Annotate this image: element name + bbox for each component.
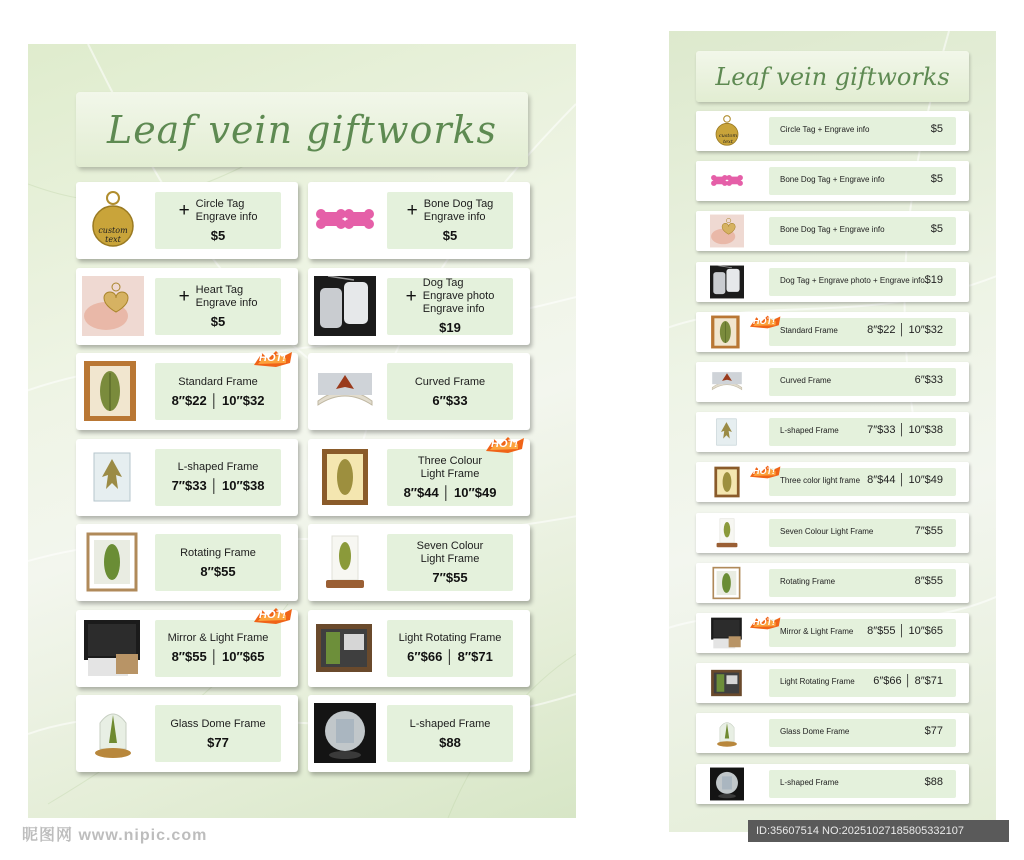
price-row[interactable] [696, 613, 969, 653]
product-price: $5 [442, 228, 458, 243]
product-price: 7″$33 │ 10″$38 [171, 478, 265, 493]
info-box [769, 167, 956, 195]
seven-light-image [710, 516, 744, 550]
product-price: 8″$55 │ 10″$65 [171, 649, 265, 664]
hot-badge [748, 464, 784, 480]
product-name: Engrave photo [422, 290, 495, 302]
info-box [387, 192, 513, 249]
rotating-frame-image [710, 566, 744, 600]
dog-tag-image [710, 265, 744, 299]
circle-tag-image [82, 190, 144, 250]
product-name: L-shaped Frame [409, 717, 491, 730]
price-row[interactable] [696, 663, 969, 703]
hot-badge-label: HOT! [753, 466, 775, 477]
curved-frame-image [314, 361, 376, 421]
product-name: L-shaped Frame [177, 461, 259, 473]
product-price: 6″$33 [914, 374, 943, 386]
price-row[interactable] [696, 764, 969, 804]
hot-badge-label: HOT! [753, 315, 775, 326]
product-name: Light Rotating Frame [398, 632, 502, 644]
info-box [769, 318, 956, 346]
product-price: $88 [924, 775, 943, 788]
product-name: Circle Tag [195, 198, 245, 210]
mirror-frame-image [82, 618, 144, 678]
product-price: $77 [207, 734, 229, 750]
product-name: Three color light frame [780, 476, 861, 486]
product-name: Circle Tag + Engrave info [780, 125, 870, 134]
product-name: Bone Dog Tag + Engrave info [780, 175, 885, 185]
product-card-l-shaped-frame[interactable] [76, 439, 298, 516]
product-name: Light Rotating Frame [780, 677, 855, 687]
product-card-standard-frame[interactable] [76, 353, 298, 430]
info-box [387, 534, 513, 591]
mirror-frame-image [710, 616, 744, 650]
product-name: Glass Dome Frame [780, 727, 850, 737]
hot-badge [252, 349, 296, 369]
price-row[interactable] [696, 362, 969, 402]
product-name: Rotating Frame [780, 576, 836, 586]
product-name: L-shaped Frame [780, 426, 839, 436]
info-box [769, 669, 956, 697]
price-row[interactable] [696, 713, 969, 753]
thumb-label: custom text [98, 226, 128, 244]
wood-frame-image [710, 315, 744, 349]
product-card-dog-tag[interactable] [308, 268, 530, 345]
price-row[interactable] [696, 161, 969, 201]
light-frame-image [710, 465, 744, 499]
price-row[interactable] [696, 211, 969, 251]
product-name: Three Colour [417, 454, 483, 467]
plus-icon: + [405, 285, 417, 307]
info-box [387, 620, 513, 677]
strip-title: Leaf vein giftworks [715, 62, 950, 91]
wood-frame-image [82, 361, 144, 421]
seven-light-image [314, 532, 376, 592]
product-card-seven-colour-light-frame[interactable] [308, 524, 530, 601]
light-rotating-image [710, 666, 744, 700]
product-card-light-rotating-frame[interactable] [308, 610, 530, 687]
product-name: Standard Frame [178, 375, 258, 388]
product-price: $19 [439, 320, 461, 335]
product-price: 8″$22 │ 10″$32 [171, 392, 265, 408]
product-price: 8″$55 [200, 563, 236, 579]
id-watermark: ID:35607514 NO:20251027185805332107 [748, 820, 1009, 842]
product-name: L-shaped Frame [780, 777, 839, 787]
title-banner [76, 92, 528, 167]
product-card-glass-dome-frame[interactable] [76, 695, 298, 772]
info-box [387, 363, 513, 420]
info-box [155, 278, 281, 335]
price-row[interactable] [696, 412, 969, 452]
info-box [387, 278, 513, 335]
page-title: Leaf vein giftworks [106, 107, 498, 152]
product-price: 7″$33 │ 10″$38 [867, 424, 943, 437]
product-name: Mirror & Light Frame [167, 632, 269, 644]
product-price: 8″$55 [914, 574, 943, 587]
product-name: Mirror & Light Frame [780, 627, 854, 636]
product-card-rotating-frame[interactable] [76, 524, 298, 601]
product-card-heart-tag[interactable] [76, 268, 298, 345]
info-box [769, 619, 956, 647]
product-name: Engrave info [422, 303, 485, 315]
rotating-frame-image [82, 532, 144, 592]
product-name: Engrave info [195, 211, 258, 223]
info-box [155, 192, 281, 249]
product-name: Engrave info [423, 211, 486, 223]
circle-tag-image [710, 114, 744, 148]
info-box [155, 705, 281, 762]
bone-tag-image [314, 190, 376, 250]
plus-icon: + [178, 285, 190, 307]
product-price: 6″$33 [432, 392, 468, 408]
info-box [155, 534, 281, 591]
product-name: Engrave info [195, 296, 258, 309]
product-price: 8″$55 │ 10″$65 [867, 625, 943, 637]
info-box [769, 519, 956, 547]
info-box [155, 620, 281, 677]
hot-badge [484, 435, 528, 455]
product-name: Heart Tag [195, 283, 244, 296]
info-box [769, 117, 956, 145]
info-box [387, 449, 513, 506]
info-box [769, 268, 956, 296]
product-card-mirror-light-frame[interactable] [76, 610, 298, 687]
curved-frame-image [710, 365, 744, 399]
product-name: Rotating Frame [180, 546, 256, 559]
info-box [769, 418, 956, 446]
product-name: Dog Tag + Engrave photo + Engrave info [780, 275, 925, 285]
product-card-l-shaped-frame-88[interactable] [308, 695, 530, 772]
hot-badge [748, 314, 784, 330]
glass-dome-image [82, 703, 144, 763]
hot-badge-label: HOT! [491, 437, 518, 450]
hot-badge [252, 606, 296, 626]
product-name: Standard Frame [780, 325, 838, 335]
product-price: $77 [924, 725, 943, 738]
product-price: 8″$44 │ 10″$49 [403, 484, 497, 500]
info-box [387, 705, 513, 762]
hot-badge-label: HOT! [753, 617, 775, 627]
price-row[interactable] [696, 312, 969, 352]
plus-icon: + [178, 200, 190, 221]
product-name: Seven Colour [416, 540, 484, 552]
info-box [769, 569, 956, 597]
product-name: Seven Colour Light Frame [780, 526, 874, 536]
site-watermark: 昵图网 www.nipic.com [22, 827, 208, 844]
hot-badge-label: HOT! [259, 608, 286, 621]
thumb-label: custom text [718, 133, 738, 145]
product-price: $5 [930, 123, 943, 135]
plus-icon: + [406, 200, 418, 221]
crystal-l-image [314, 703, 376, 763]
heart-tag-image [82, 276, 144, 336]
bone-tag-image [710, 164, 744, 198]
info-box [155, 449, 281, 506]
hot-badge [748, 615, 784, 631]
product-name: Curved Frame [780, 376, 832, 385]
light-frame-image [314, 447, 376, 507]
product-name: Bone Dog Tag [423, 198, 494, 210]
hot-badge-label: HOT! [259, 352, 286, 364]
product-card-bone-dog-tag[interactable] [308, 182, 530, 259]
info-box [769, 368, 956, 396]
dog-tag-image [314, 276, 376, 336]
product-card-curved-frame[interactable] [308, 353, 530, 430]
info-box [769, 217, 956, 245]
product-name: Light Frame [420, 467, 480, 480]
info-box [769, 468, 956, 496]
product-price: 6″$66 │ 8″$71 [407, 649, 493, 664]
product-name: Curved Frame [414, 375, 486, 388]
price-row[interactable] [696, 513, 969, 553]
product-price: 8″$22 │ 10″$32 [867, 323, 943, 336]
price-row[interactable] [696, 462, 969, 502]
l-frame-image [82, 447, 144, 507]
product-name: Bone Dog Tag + Engrave info [780, 225, 885, 235]
info-box [769, 770, 956, 798]
product-price: $5 [930, 173, 943, 186]
crystal-l-image [710, 767, 744, 801]
glass-dome-image [710, 716, 744, 750]
price-row[interactable] [696, 111, 969, 151]
price-row[interactable] [696, 563, 969, 603]
price-row[interactable] [696, 262, 969, 302]
product-price: $88 [439, 734, 461, 750]
product-name: Dog Tag [422, 277, 464, 289]
price-strip [669, 31, 996, 832]
product-price: $5 [210, 313, 226, 329]
product-price: 7″$55 [914, 524, 943, 537]
light-rotating-image [314, 618, 376, 678]
poster [28, 44, 576, 818]
product-name: Glass Dome Frame [170, 717, 266, 730]
info-box [769, 719, 956, 747]
product-name: Light Frame [420, 553, 480, 565]
heart-tag-image [710, 214, 744, 248]
product-price: $5 [210, 228, 226, 243]
product-price: 8″$44 │ 10″$49 [867, 474, 943, 487]
product-price: 6″$66 │ 8″$71 [873, 675, 943, 688]
strip-title-banner [696, 51, 969, 102]
product-price: $5 [930, 223, 943, 236]
product-card-three-colour-light-frame[interactable] [308, 439, 530, 516]
product-card-circle-tag[interactable] [76, 182, 298, 259]
info-box [155, 363, 281, 420]
l-frame-image [710, 415, 744, 449]
product-price: 7″$55 [432, 570, 468, 585]
product-price: $19 [924, 273, 943, 286]
